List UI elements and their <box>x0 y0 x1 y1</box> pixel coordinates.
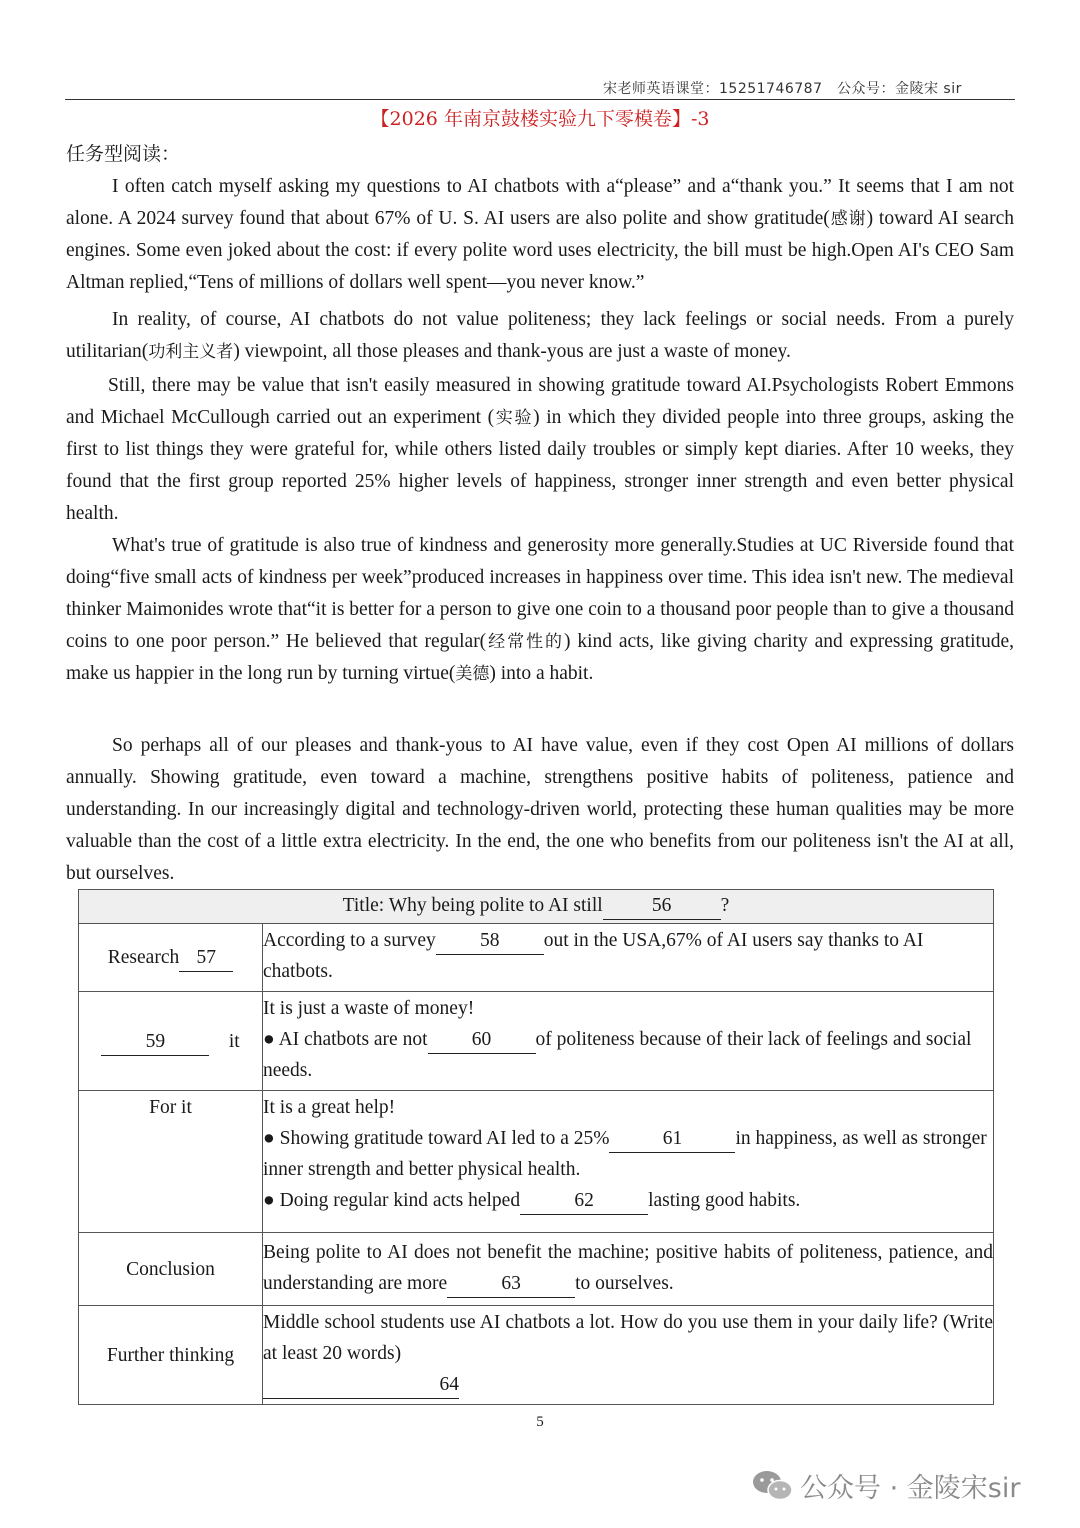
p4-text-a: What's true of gratitude is also true of kindness and generosity more generally.Studies at UC Riverside found that doing“five small acts of kindness per week”produced increases in happiness over time. This idea isn't new. The medieval thinker Maimonides wrote that“it is better for a person to give one coin to a thousand poor people than to give a thousand coins to one poor person.” He believed that regular( <box>66 535 1014 652</box>
header-contact: 宋老师英语课堂：15251746787 公众号：金陵宋 sir <box>603 81 962 97</box>
blank-59[interactable]: 59 <box>101 1029 209 1056</box>
p2-gloss: 功利主义者 <box>148 342 234 362</box>
exam-title: 【2026 年南京鼓楼实验九下零模卷】-3 <box>370 108 710 130</box>
row-against-content: It is just a waste of money! ● AI chatbots are not 60 of politeness because of their lack of feelings and social needs. <box>263 992 994 1091</box>
p4-text-c: ) into a habit. <box>489 663 594 684</box>
p1-text-b: ) toward AI search engines. Some even joked about the cost: if every polite word uses electricity, the bill must be high.Open AI's CEO Sam Altman replied,“Tens of millions of dollars well spent—you never know.” <box>66 208 1014 293</box>
row-research-label: Research 57 <box>79 924 263 992</box>
page-number: 5 <box>536 1414 544 1430</box>
bullet-icon: ● <box>263 1029 275 1050</box>
p1-gloss: 感谢 <box>829 209 867 229</box>
paragraph-5: So perhaps all of our pleases and thank-yous to AI have value, even if they cost Open AI millions of dollars annually. Showing gratitude, even toward a machine, strengthens positive habits of politeness, patience and understanding. In our increasingly digital and technology-driven world, protecting these human qualities may be more valuable than the cost of a little extra electricity. In the end, the one who benefits from our politeness isn't the AI at all, but ourselves. <box>66 735 1014 884</box>
task-label: 任务型阅读： <box>66 143 181 165</box>
blank-64[interactable]: 64 <box>263 1372 459 1399</box>
row-conclusion-content: Being polite to AI does not benefit the machine; positive habits of politeness, patience, and understanding are more 63 to ourselves. <box>263 1233 994 1306</box>
blank-58[interactable]: 58 <box>436 928 544 955</box>
table-title-text: Title: Why being polite to AI still <box>342 895 603 916</box>
p3-gloss: 实验 <box>494 408 534 428</box>
paragraph-1 <box>66 171 1014 299</box>
header-divider <box>65 99 1015 100</box>
p1-text-a: I often catch myself asking my questions to AI chatbots with a“please” and a“thank you.” It seems that I am not alone. A 2024 survey found that about 67% of U. S. AI users are also polite and show gratitude( <box>66 176 1014 229</box>
row-research-content: According to a survey 58 out in the USA,67% of AI users say thanks to AI chatbots. <box>263 924 994 992</box>
bullet-icon: ● <box>263 1190 275 1211</box>
row-conclusion-label: Conclusion <box>79 1233 263 1306</box>
paragraph-4 <box>66 530 1014 690</box>
p2-text-b: ) viewpoint, all those pleases and thank-yous are just a waste of money. <box>233 341 791 362</box>
blank-56[interactable]: 56 <box>603 893 721 920</box>
p4-gloss-1: 经常性的 <box>486 632 564 652</box>
table-title-end: ? <box>720 895 730 916</box>
watermark: 公众号 · 金陵宋sir <box>800 1473 1021 1504</box>
paragraph-2 <box>66 304 1014 368</box>
wechat-icon <box>752 1468 794 1502</box>
blank-62[interactable]: 62 <box>520 1188 648 1215</box>
row-further-content: Middle school students use AI chatbots a lot. How do you use them in your daily life? (Write at least 20 words) 64 <box>263 1306 994 1405</box>
row-for-label: For it <box>79 1091 263 1233</box>
p3-text-a: Still, there may be value that isn't easily measured in showing gratitude toward AI.Psychologists Robert Emmons and Michael McCullough carried out an experiment ( <box>66 375 1014 428</box>
p3-text-b: ) in which they divided people into three groups, asking the first to list things they were grateful for, while others listed daily troubles or simply kept diaries. After 10 weeks, they found that the first group reported 25% higher levels of happiness, stronger inner strength and even better physical health. <box>66 407 1015 524</box>
paragraph-3 <box>66 370 1014 530</box>
p4-gloss-2: 美德 <box>455 664 490 684</box>
blank-63[interactable]: 63 <box>447 1271 575 1298</box>
row-further-label: Further thinking <box>79 1306 263 1405</box>
p2-text-a: In reality, of course, AI chatbots do not value politeness; they lack feelings or social needs. From a purely utilitarian( <box>66 309 1014 362</box>
blank-60[interactable]: 60 <box>428 1027 536 1054</box>
row-for-content: It is a great help! ● Showing gratitude toward AI led to a 25% 61 in happiness, as well as stronger inner strength and better physical health. ● Doing regular kind acts helped 62 lasting good habits. <box>263 1091 994 1233</box>
row-against-label: 59 it <box>79 992 263 1091</box>
bullet-icon: ● <box>263 1128 275 1149</box>
table-title-row <box>79 890 994 924</box>
blank-61[interactable]: 61 <box>609 1126 735 1153</box>
p4-text-b: ) kind acts, like giving charity and expressing gratitude, make us happier in the long run by turning virtue( <box>66 631 1014 684</box>
task-table <box>78 889 994 1405</box>
blank-57[interactable]: 57 <box>179 945 233 972</box>
